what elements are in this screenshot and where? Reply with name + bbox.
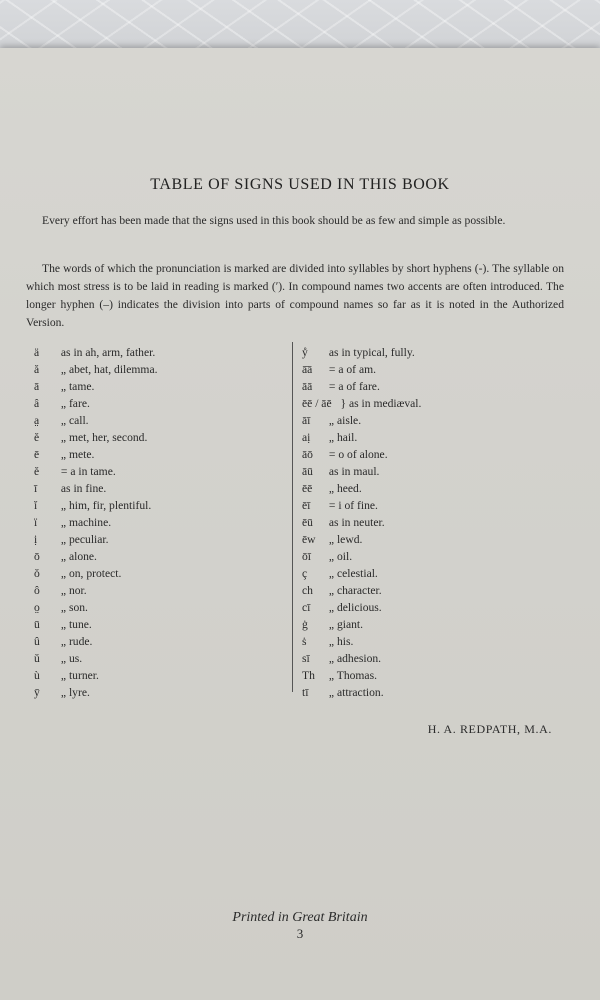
sign-symbol: ô bbox=[34, 584, 40, 597]
sign-description: as in maul. bbox=[328, 465, 380, 478]
sign-symbol: ä bbox=[34, 346, 40, 359]
sign-row bbox=[34, 599, 274, 616]
sign-symbol: āī bbox=[302, 414, 311, 427]
sign-description: „ his. bbox=[328, 635, 354, 648]
sign-symbol: āō bbox=[302, 448, 313, 461]
sign-row bbox=[302, 531, 562, 548]
sign-row bbox=[302, 667, 562, 684]
sign-description: = a of fare. bbox=[328, 380, 380, 393]
signs-left-column bbox=[34, 344, 274, 701]
sign-description: „ nor. bbox=[60, 584, 87, 597]
sign-description: „ alone. bbox=[60, 550, 97, 563]
sign-symbol: ĕ bbox=[34, 465, 40, 478]
sign-symbol: ẙ bbox=[302, 346, 308, 359]
sign-description: „ rude. bbox=[60, 635, 93, 648]
sign-description: as in neuter. bbox=[328, 516, 385, 529]
sign-row bbox=[34, 480, 274, 497]
sign-row bbox=[302, 548, 562, 565]
sign-row bbox=[34, 616, 274, 633]
sign-description: „ delicious. bbox=[328, 601, 382, 614]
sign-row bbox=[302, 480, 562, 497]
sign-description: „ oil. bbox=[328, 550, 353, 563]
sign-description: „ lewd. bbox=[328, 533, 363, 546]
sign-description: „ lyre. bbox=[60, 686, 90, 699]
sign-row bbox=[34, 395, 274, 412]
sign-description: „ call. bbox=[60, 414, 89, 427]
sign-symbol: ṡ bbox=[302, 635, 307, 648]
sign-description: „ mete. bbox=[60, 448, 95, 461]
sign-symbol: ī bbox=[34, 482, 38, 495]
sign-symbol: tī bbox=[302, 686, 309, 699]
sign-row bbox=[302, 633, 562, 650]
sign-symbol: a̤ bbox=[34, 414, 40, 427]
sign-description: „ peculiar. bbox=[60, 533, 109, 546]
sign-description: „ giant. bbox=[328, 618, 364, 631]
sign-row bbox=[34, 548, 274, 565]
sign-row bbox=[34, 412, 274, 429]
sign-symbol: ū bbox=[34, 618, 40, 631]
sign-row bbox=[302, 395, 562, 412]
sign-description: as in typical, fully. bbox=[328, 346, 415, 359]
sign-row bbox=[34, 667, 274, 684]
sign-row bbox=[34, 378, 274, 395]
sign-row bbox=[34, 344, 274, 361]
sign-symbol: â bbox=[34, 397, 40, 410]
sign-description: = o of alone. bbox=[328, 448, 388, 461]
sign-symbol: ị bbox=[34, 533, 38, 546]
sign-row bbox=[302, 412, 562, 429]
sign-description: „ on, protect. bbox=[60, 567, 122, 580]
sign-row bbox=[302, 446, 562, 463]
sign-symbol: āā bbox=[302, 380, 313, 393]
sign-row bbox=[302, 344, 562, 361]
sign-description: „ turner. bbox=[60, 669, 99, 682]
sign-description: = i of fine. bbox=[328, 499, 378, 512]
sign-row bbox=[302, 565, 562, 582]
sign-symbol: o̤ bbox=[34, 601, 40, 614]
sign-row bbox=[302, 463, 562, 480]
sign-row bbox=[302, 650, 562, 667]
sign-symbol: ā bbox=[34, 380, 40, 393]
sign-row bbox=[34, 446, 274, 463]
printed-in-footer: Printed in Great Britain bbox=[232, 910, 368, 925]
sign-description: „ tame. bbox=[60, 380, 95, 393]
sign-symbol: ĕ bbox=[34, 431, 40, 444]
page-title: TABLE OF SIGNS USED IN THIS BOOK bbox=[150, 176, 450, 193]
sign-row bbox=[34, 650, 274, 667]
page-number: 3 bbox=[296, 926, 304, 941]
sign-description: „ tune. bbox=[60, 618, 92, 631]
sign-row bbox=[34, 429, 274, 446]
sign-description: „ character. bbox=[328, 584, 382, 597]
sign-description: = a in tame. bbox=[60, 465, 116, 478]
signs-right-column bbox=[302, 344, 562, 701]
sign-row bbox=[34, 531, 274, 548]
sign-description: „ heed. bbox=[328, 482, 362, 495]
sign-symbol: cī bbox=[302, 601, 311, 614]
column-divider bbox=[292, 342, 293, 692]
sign-row bbox=[34, 684, 274, 701]
sign-description: „ abet, hat, dilemma. bbox=[60, 363, 158, 376]
sign-symbol: ēū bbox=[302, 516, 313, 529]
sign-symbol: ȳ bbox=[34, 686, 40, 699]
sign-row bbox=[34, 361, 274, 378]
sign-row bbox=[302, 361, 562, 378]
sign-row bbox=[302, 599, 562, 616]
sign-row bbox=[34, 565, 274, 582]
sign-symbol: sī bbox=[302, 652, 310, 665]
sign-description: „ us. bbox=[60, 652, 83, 665]
sign-description: „ attraction. bbox=[328, 686, 384, 699]
sign-description: „ aisle. bbox=[328, 414, 362, 427]
sign-description: } as in mediæval. bbox=[340, 397, 422, 410]
sign-symbol: ç bbox=[302, 567, 308, 580]
sign-row bbox=[302, 684, 562, 701]
sign-description: as in fine. bbox=[60, 482, 107, 495]
sign-symbol: āū bbox=[302, 465, 313, 478]
sign-row bbox=[34, 463, 274, 480]
sign-description: „ Thomas. bbox=[328, 669, 377, 682]
intro-paragraph-2: The words of which the pronunciation is marked are divided into syllables by short hyphens (-). The syllable on which most stress is to be laid in reading is marked (ʹ). In compound names two accents are often introduced. The longer hyphen (–) indicates the division into parts of compound names so far as it is noted in the Authorized Version. bbox=[26, 262, 564, 329]
sign-symbol: aị bbox=[302, 431, 311, 444]
sign-symbol: ēē / āē bbox=[302, 397, 332, 410]
sign-description: „ met, her, second. bbox=[60, 431, 148, 444]
sign-symbol: ŏ bbox=[34, 567, 40, 580]
sign-description: „ son. bbox=[60, 601, 88, 614]
sign-symbol: ēw bbox=[302, 533, 316, 546]
sign-symbol: ēē bbox=[302, 482, 313, 495]
sign-row bbox=[302, 514, 562, 531]
sign-symbol: ŭ bbox=[34, 652, 40, 665]
author-signature: H. A. REDPATH, M.A. bbox=[427, 722, 552, 736]
sign-symbol: û bbox=[34, 635, 40, 648]
sign-row bbox=[302, 497, 562, 514]
intro-paragraph-1: Every effort has been made that the signs used in this book should be as few and simple as possible. bbox=[42, 214, 506, 227]
sign-symbol: ō bbox=[34, 550, 40, 563]
sign-description: = a of am. bbox=[328, 363, 377, 376]
sign-row bbox=[34, 514, 274, 531]
sign-description: „ him, fir, plentiful. bbox=[60, 499, 152, 512]
sign-symbol: ă bbox=[34, 363, 40, 376]
sign-symbol: ġ bbox=[302, 618, 308, 631]
sign-row bbox=[34, 497, 274, 514]
sign-description: as in ah, arm, father. bbox=[60, 346, 156, 359]
sign-symbol: ï bbox=[34, 516, 38, 529]
sign-description: „ machine. bbox=[60, 516, 112, 529]
sign-description: „ fare. bbox=[60, 397, 90, 410]
sign-row bbox=[302, 378, 562, 395]
sign-row bbox=[302, 616, 562, 633]
sign-symbol: Th bbox=[302, 669, 315, 682]
sign-row bbox=[34, 633, 274, 650]
sign-symbol: ōī bbox=[302, 550, 312, 563]
sign-symbol: ĭ bbox=[34, 499, 38, 512]
sign-symbol: ch bbox=[302, 584, 313, 597]
sign-symbol: ē bbox=[34, 448, 40, 461]
sign-row bbox=[34, 582, 274, 599]
sign-symbol: ēī bbox=[302, 499, 311, 512]
sign-symbol: ā̄ā bbox=[302, 363, 313, 376]
sign-row bbox=[302, 429, 562, 446]
sign-description: „ hail. bbox=[328, 431, 358, 444]
book-page bbox=[0, 48, 600, 1000]
sign-description: „ adhesion. bbox=[328, 652, 382, 665]
sign-description: „ celestial. bbox=[328, 567, 378, 580]
sign-symbol: ù bbox=[34, 669, 40, 682]
sign-row bbox=[302, 582, 562, 599]
